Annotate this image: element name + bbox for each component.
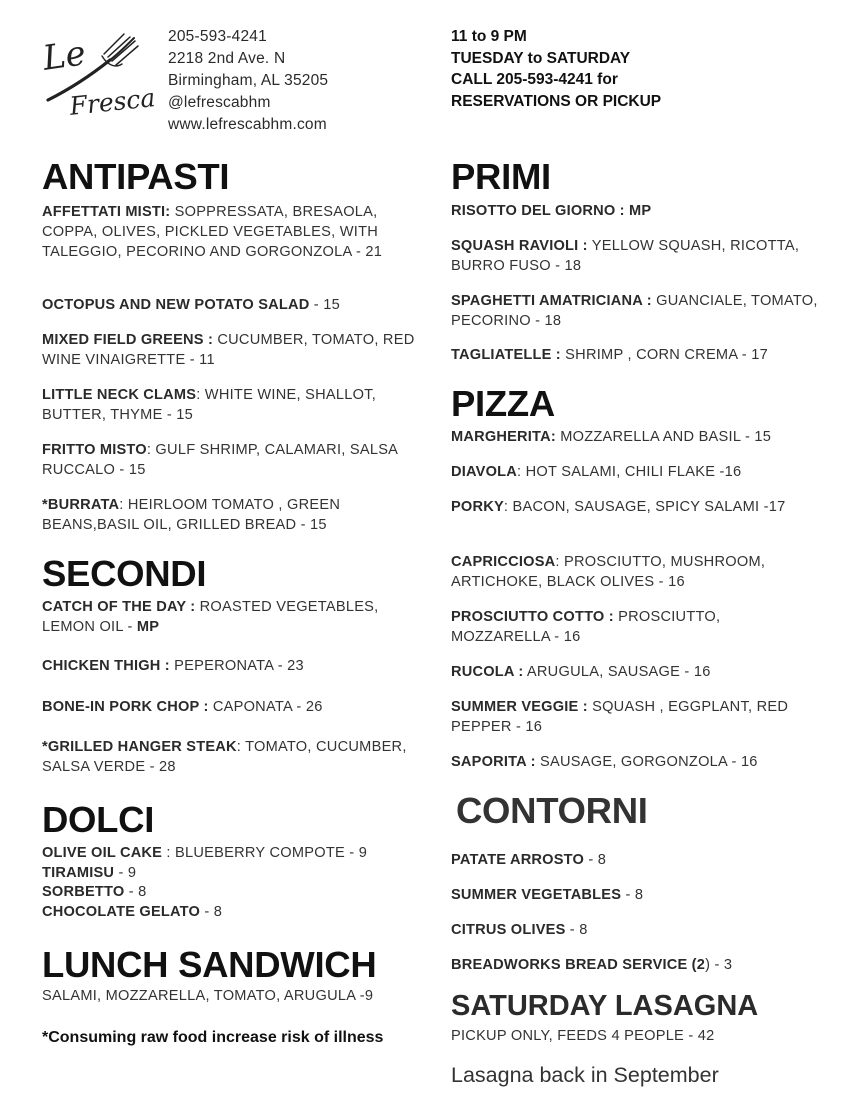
menu-item-name: OCTOPUS AND NEW POTATO SALAD (42, 297, 310, 313)
menu-item-desc: - 9 (114, 864, 137, 881)
lasagna-note: Lasagna back in September (451, 1063, 719, 1087)
menu-item-name: CHICKEN THIGH : (42, 658, 170, 674)
menu-item-name: SUMMER VEGGIE : (451, 699, 588, 715)
menu-item-name: SORBETTO (42, 884, 125, 900)
menu-item-desc: SOPPRESSATA, BRESAOLA, COPPA, OLIVES, PICKLED VEGETABLES, WITH TALEGGIO, PECORINO AND GORGONZOLA - 21 (42, 204, 383, 260)
menu-item (451, 752, 821, 772)
menu-item-name: RUCOLA : (451, 664, 524, 680)
menu-item-desc: - 8 (124, 884, 147, 900)
menu-item-desc: - 15 (309, 297, 340, 313)
menu-item (42, 844, 422, 864)
section-heading-dolci: DOLCI (42, 799, 155, 840)
menu-item (42, 202, 422, 262)
menu-item-name: FRITTO MISTO (42, 442, 147, 458)
city-address: Birmingham, AL 35205 (168, 72, 329, 89)
menu-item-name: PORKY (451, 499, 504, 515)
menu-item-desc: SQUASH , EGGPLANT, RED PEPPER - 16 (451, 699, 789, 735)
menu-item-desc: : WHITE WINE, SHALLOT, BUTTER, THYME - 15 (42, 387, 377, 423)
section-heading-antipasti: ANTIPASTI (42, 156, 230, 197)
menu-item-name: SPAGHETTI AMATRICIANA : (451, 293, 652, 309)
menu-item (42, 330, 422, 370)
menu-item (451, 607, 821, 647)
section-heading-primi: PRIMI (451, 156, 551, 197)
hours-days: TUESDAY to SATURDAY (451, 49, 631, 67)
section-heading-contorni: CONTORNI (456, 790, 648, 831)
section-heading-saturday-lasagna: SATURDAY LASAGNA (451, 990, 759, 1022)
menu-item-desc: SAUSAGE, GORGONZOLA - 16 (535, 754, 758, 770)
menu-item-name: RISOTTO DEL GIORNO : MP (451, 203, 652, 219)
menu-item (451, 497, 821, 517)
menu-item-name: BONE-IN PORK CHOP : (42, 699, 209, 715)
menu-item-desc: : BACON, SAUSAGE, SPICY SALAMI -17 (503, 499, 786, 515)
phone-number: 205-593-4241 (168, 28, 267, 45)
menu-item (451, 662, 821, 682)
menu-item (42, 656, 422, 676)
menu-item-name: SQUASH RAVIOLI : (451, 238, 588, 254)
menu-item-desc: : TOMATO, CUCUMBER, SALSA VERDE - 28 (42, 739, 407, 775)
website: www.lefrescabhm.com (168, 116, 327, 133)
section-heading-pizza: PIZZA (451, 383, 555, 424)
menu-item-name: TIRAMISU (42, 864, 115, 881)
dolci-list (42, 844, 422, 922)
menu-item-desc: YELLOW SQUASH, RICOTTA, BURRO FUSO - 18 (451, 238, 800, 274)
menu-item-desc: SHRIMP , CORN CREMA - 17 (560, 347, 768, 363)
menu-item-desc: - 8 (584, 852, 607, 868)
lasagna-desc: PICKUP ONLY, FEEDS 4 PEOPLE - 42 (451, 1028, 715, 1044)
menu-item-name: DIAVOLA (451, 464, 517, 480)
menu-item-desc: : HEIRLOOM TOMATO , GREEN BEANS,BASIL OIL, GRILLED BREAD - 15 (42, 497, 341, 533)
menu-item-desc: - 8 (621, 887, 644, 903)
menu-item-name: BREADWORKS BREAD SERVICE (2 (451, 957, 706, 973)
menu-item-desc: : GULF SHRIMP, CALAMARI, SALSA RUCCALO - 15 (42, 442, 398, 478)
menu-item-name: CHOCOLATE GELATO (42, 903, 201, 920)
menu-item-desc: : BLUEBERRY COMPOTE - 9 (162, 845, 368, 861)
street-address: 2218 2nd Ave. N (168, 50, 286, 67)
menu-item-name: *BURRATA (42, 497, 120, 513)
section-heading-lunch-sandwich: LUNCH SANDWICH (42, 944, 377, 985)
menu-item-name: CATCH OF THE DAY : (42, 599, 196, 615)
menu-item-name: SUMMER VEGETABLES (451, 887, 622, 903)
menu-item (451, 201, 821, 221)
menu-item-desc: GUANCIALE, TOMATO, PECORINO - 18 (451, 293, 818, 329)
section-heading-secondi: SECONDI (42, 553, 207, 594)
menu-item (42, 883, 422, 903)
menu-item-desc: MOZZARELLA AND BASIL - 15 (555, 429, 772, 445)
menu-item-desc: CAPONATA - 26 (208, 699, 323, 715)
menu-item-name: CITRUS OLIVES (451, 922, 566, 938)
menu-item-name: SAPORITA : (451, 754, 536, 770)
menu-item-name: MIXED FIELD GREENS : (42, 332, 214, 348)
menu-item-desc: PEPERONATA - 23 (169, 658, 304, 674)
hours-purpose: RESERVATIONS OR PICKUP (451, 92, 662, 110)
menu-item-name: CAPRICCIOSA (451, 554, 556, 570)
fork-logo-icon (38, 24, 156, 132)
restaurant-logo (38, 24, 156, 132)
logo-text-le: Le (40, 33, 89, 79)
hours-info (451, 26, 661, 112)
menu-item (451, 955, 821, 975)
menu-item (42, 697, 422, 717)
menu-item (451, 552, 821, 592)
menu-item (451, 236, 821, 276)
menu-item (451, 885, 821, 905)
menu-item-desc: - 8 (565, 922, 588, 938)
menu-item (451, 920, 821, 940)
menu-item (451, 345, 821, 365)
menu-item-name: LITTLE NECK CLAMS (42, 387, 197, 403)
lunch-sandwich-desc: SALAMI, MOZZARELLA, TOMATO, ARUGULA -9 (42, 988, 374, 1004)
menu-item (451, 462, 821, 482)
menu-item (42, 385, 422, 425)
menu-item-name: *GRILLED HANGER STEAK (42, 739, 237, 755)
menu-item-desc: ROASTED VEGETABLES, LEMON OIL - (42, 599, 379, 635)
menu-item (42, 440, 422, 480)
menu-item-name: MARGHERITA: (451, 429, 556, 445)
hours-time: 11 to 9 PM (451, 28, 527, 45)
menu-item-name: PROSCIUTTO COTTO : (451, 609, 614, 625)
contact-info (168, 26, 328, 136)
menu-item-desc: PROSCIUTTO, MOZZARELLA - 16 (451, 609, 721, 645)
menu-item (451, 291, 821, 331)
raw-food-warning: *Consuming raw food increase risk of illness (42, 1029, 384, 1046)
menu-item (42, 295, 422, 315)
menu-item-name: TAGLIATELLE : (451, 347, 561, 363)
menu-item-desc: : PROSCIUTTO, MUSHROOM, ARTICHOKE, BLACK OLIVES - 16 (451, 554, 766, 590)
menu-item (451, 427, 821, 447)
menu-item (42, 737, 422, 777)
menu-item-name: OLIVE OIL CAKE (42, 845, 163, 861)
menu-item-desc: CUCUMBER, TOMATO, RED WINE VINAIGRETTE - 11 (42, 332, 415, 368)
menu-item-price: MP (136, 619, 160, 635)
menu-item (42, 495, 422, 535)
menu-item-desc: ) - 3 (705, 957, 733, 973)
menu-item-name: AFFETTATI MISTI: (42, 204, 171, 220)
logo-text-fresca: Fresca (68, 83, 156, 121)
hours-call: CALL 205-593-4241 for (451, 71, 618, 88)
menu-item-desc: ARUGULA, SAUSAGE - 16 (523, 664, 711, 680)
menu-item-desc: : HOT SALAMI, CHILI FLAKE -16 (517, 464, 742, 480)
menu-item (451, 697, 821, 737)
menu-item-desc: - 8 (200, 903, 223, 920)
menu-item (451, 850, 821, 870)
menu-item (42, 597, 422, 637)
social-handle: @lefrescabhm (168, 94, 271, 111)
menu-item (42, 903, 422, 923)
menu-item-name: PATATE ARROSTO (451, 852, 585, 868)
menu-item (42, 864, 422, 884)
